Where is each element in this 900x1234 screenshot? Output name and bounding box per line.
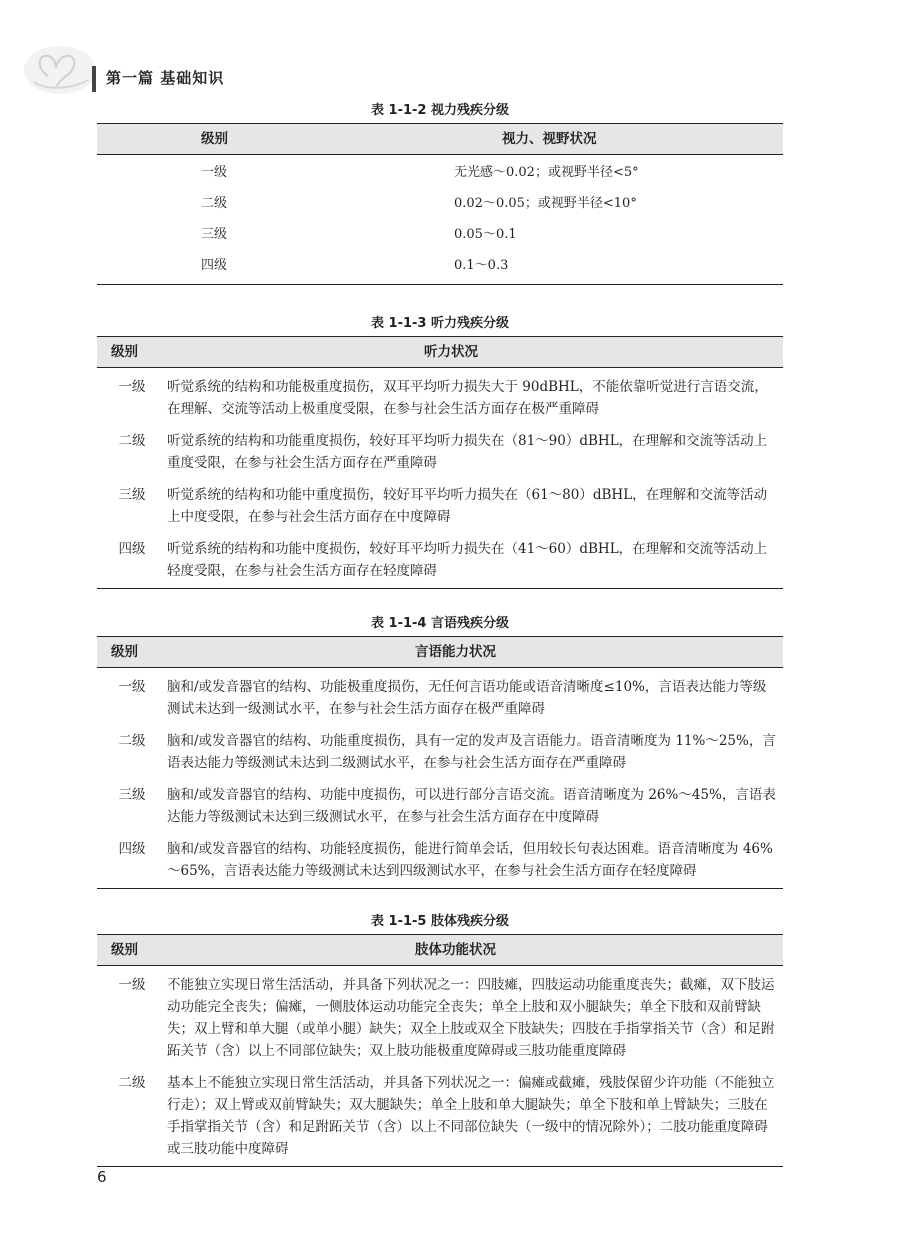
grade-cell: 四级 xyxy=(118,541,146,557)
status-cell: 脑和/或发音器官的结构、功能轻度损伤，能进行简单会话，但用较长句表达困难。语音清晰度为 46%～65%，言语表达能力等级测试未达到四级测试水平，在参与社会生活方面存在轻度障碍 xyxy=(167,841,773,879)
table-header-row xyxy=(97,336,783,368)
column-header-grade: 级别 xyxy=(111,942,138,958)
book-logo-icon xyxy=(22,40,100,100)
table-caption: 表 1-1-2 视力残疾分级 xyxy=(371,103,509,118)
grade-cell: 一级 xyxy=(118,379,146,395)
table-row xyxy=(97,478,783,532)
status-cell: 脑和/或发音器官的结构、功能重度损伤，具有一定的发声及言语能力。语音清晰度为 11%～25%，言语表达能力等级测试未达到二级测试水平，在参与社会生活方面存在严重障碍 xyxy=(167,733,776,771)
status-cell: 听觉系统的结构和功能中重度损伤，较好耳平均听力损失在（61～80）dBHL，在理解和交流等活动上中度受限，在参与社会生活方面存在中度障碍 xyxy=(167,487,768,525)
grade-cell: 一级 xyxy=(118,977,146,993)
table-row xyxy=(97,832,783,886)
grade-cell: 三级 xyxy=(118,787,146,803)
table-row xyxy=(97,219,783,250)
table-header-row xyxy=(97,934,783,966)
column-header-status: 肢体功能状况 xyxy=(415,942,496,958)
table-header-row xyxy=(97,636,783,668)
grade-cell: 四级 xyxy=(201,258,228,273)
grade-cell: 四级 xyxy=(118,841,146,857)
table-row xyxy=(97,1066,783,1164)
column-header-status: 视力、视野状况 xyxy=(502,131,597,147)
table-row xyxy=(97,778,783,832)
table-speech xyxy=(97,612,783,889)
grade-cell: 三级 xyxy=(201,227,228,242)
status-cell: 听觉系统的结构和功能中度损伤，较好耳平均听力损失在（41～60）dBHL，在理解和交流等活动上轻度受限，在参与社会生活方面存在轻度障碍 xyxy=(167,541,768,579)
grade-cell: 一级 xyxy=(118,679,146,695)
table-caption: 表 1-1-3 听力残疾分级 xyxy=(371,316,509,331)
table-row xyxy=(97,370,783,424)
grade-cell: 一级 xyxy=(201,165,228,180)
header-divider xyxy=(92,66,96,92)
table-row xyxy=(97,724,783,778)
chapter-title: 第一篇 基础知识 xyxy=(106,69,225,87)
table-row xyxy=(97,670,783,724)
table-vision xyxy=(97,99,783,285)
table-row xyxy=(97,968,783,1066)
grade-cell: 二级 xyxy=(118,433,146,449)
table-row xyxy=(97,424,783,478)
status-cell: 脑和/或发音器官的结构、功能中度损伤，可以进行部分言语交流。语音清晰度为 26%～45%，言语表达能力等级测试未达到三级测试水平，在参与社会生活方面存在中度障碍 xyxy=(167,787,776,825)
column-header-grade: 级别 xyxy=(201,131,228,147)
status-cell: 不能独立实现日常生活活动，并具备下列状况之一：四肢瘫，四肢运动功能重度丧失；截瘫，双下肢运动功能完全丧失；偏瘫，一侧肢体运动功能完全丧失；单全上肢和双小腿缺失；单全下肢和双前臂缺失；双上臂和单大腿（或单小腿）缺失；双全上肢或双全下肢缺失；四肢在手指掌指关节（含）和足跗跖关节（含）以上不同部位缺失；双上肢功能极重度障碍或三肢功能重度障碍 xyxy=(167,977,775,1059)
table-header-row xyxy=(97,123,783,155)
table-caption: 表 1-1-5 肢体残疾分级 xyxy=(371,914,509,929)
column-header-grade: 级别 xyxy=(111,344,138,360)
table-row xyxy=(97,188,783,219)
status-cell: 听觉系统的结构和功能重度损伤，较好耳平均听力损失在（81～90）dBHL，在理解和交流等活动上重度受限，在参与社会生活方面存在严重障碍 xyxy=(167,433,768,471)
table-caption: 表 1-1-4 言语残疾分级 xyxy=(371,616,509,631)
grade-cell: 二级 xyxy=(118,1075,146,1091)
grade-cell: 二级 xyxy=(118,733,146,749)
table-hearing xyxy=(97,312,783,589)
table-row xyxy=(97,250,783,281)
grade-cell: 二级 xyxy=(201,196,228,211)
status-cell: 无光感～0.02；或视野半径<5° xyxy=(454,165,639,180)
table-row xyxy=(97,157,783,188)
status-cell: 0.05～0.1 xyxy=(454,227,517,242)
page-number: 6 xyxy=(97,1168,107,1186)
status-cell: 脑和/或发音器官的结构、功能极重度损伤，无任何言语功能或语音清晰度≤10%，言语表达能力等级测试未达到一级测试水平，在参与社会生活方面存在极严重障碍 xyxy=(167,679,767,717)
table-row xyxy=(97,532,783,586)
status-cell: 基本上不能独立实现日常生活活动，并具备下列状况之一：偏瘫或截瘫，残肢保留少许功能（不能独立行走）；双上臂或双前臂缺失；双大腿缺失；单全上肢和单大腿缺失；单全下肢和单上臂缺失；三肢在手指掌指关节（含）和足跗跖关节（含）以上不同部位缺失（一级中的情况除外）；二肢功能重度障碍或三肢功能中度障碍 xyxy=(167,1075,775,1157)
column-header-status: 听力状况 xyxy=(424,344,478,360)
column-header-status: 言语能力状况 xyxy=(415,644,496,660)
status-cell: 听觉系统的结构和功能极重度损伤，双耳平均听力损失大于 90dBHL，不能依靠听觉进行言语交流，在理解、交流等活动上极重度受限，在参与社会生活方面存在极严重障碍 xyxy=(167,379,768,417)
column-header-grade: 级别 xyxy=(111,644,138,660)
status-cell: 0.1～0.3 xyxy=(454,258,509,273)
status-cell: 0.02～0.05；或视野半径<10° xyxy=(454,196,637,211)
table-limb xyxy=(97,910,783,1167)
grade-cell: 三级 xyxy=(118,487,146,503)
